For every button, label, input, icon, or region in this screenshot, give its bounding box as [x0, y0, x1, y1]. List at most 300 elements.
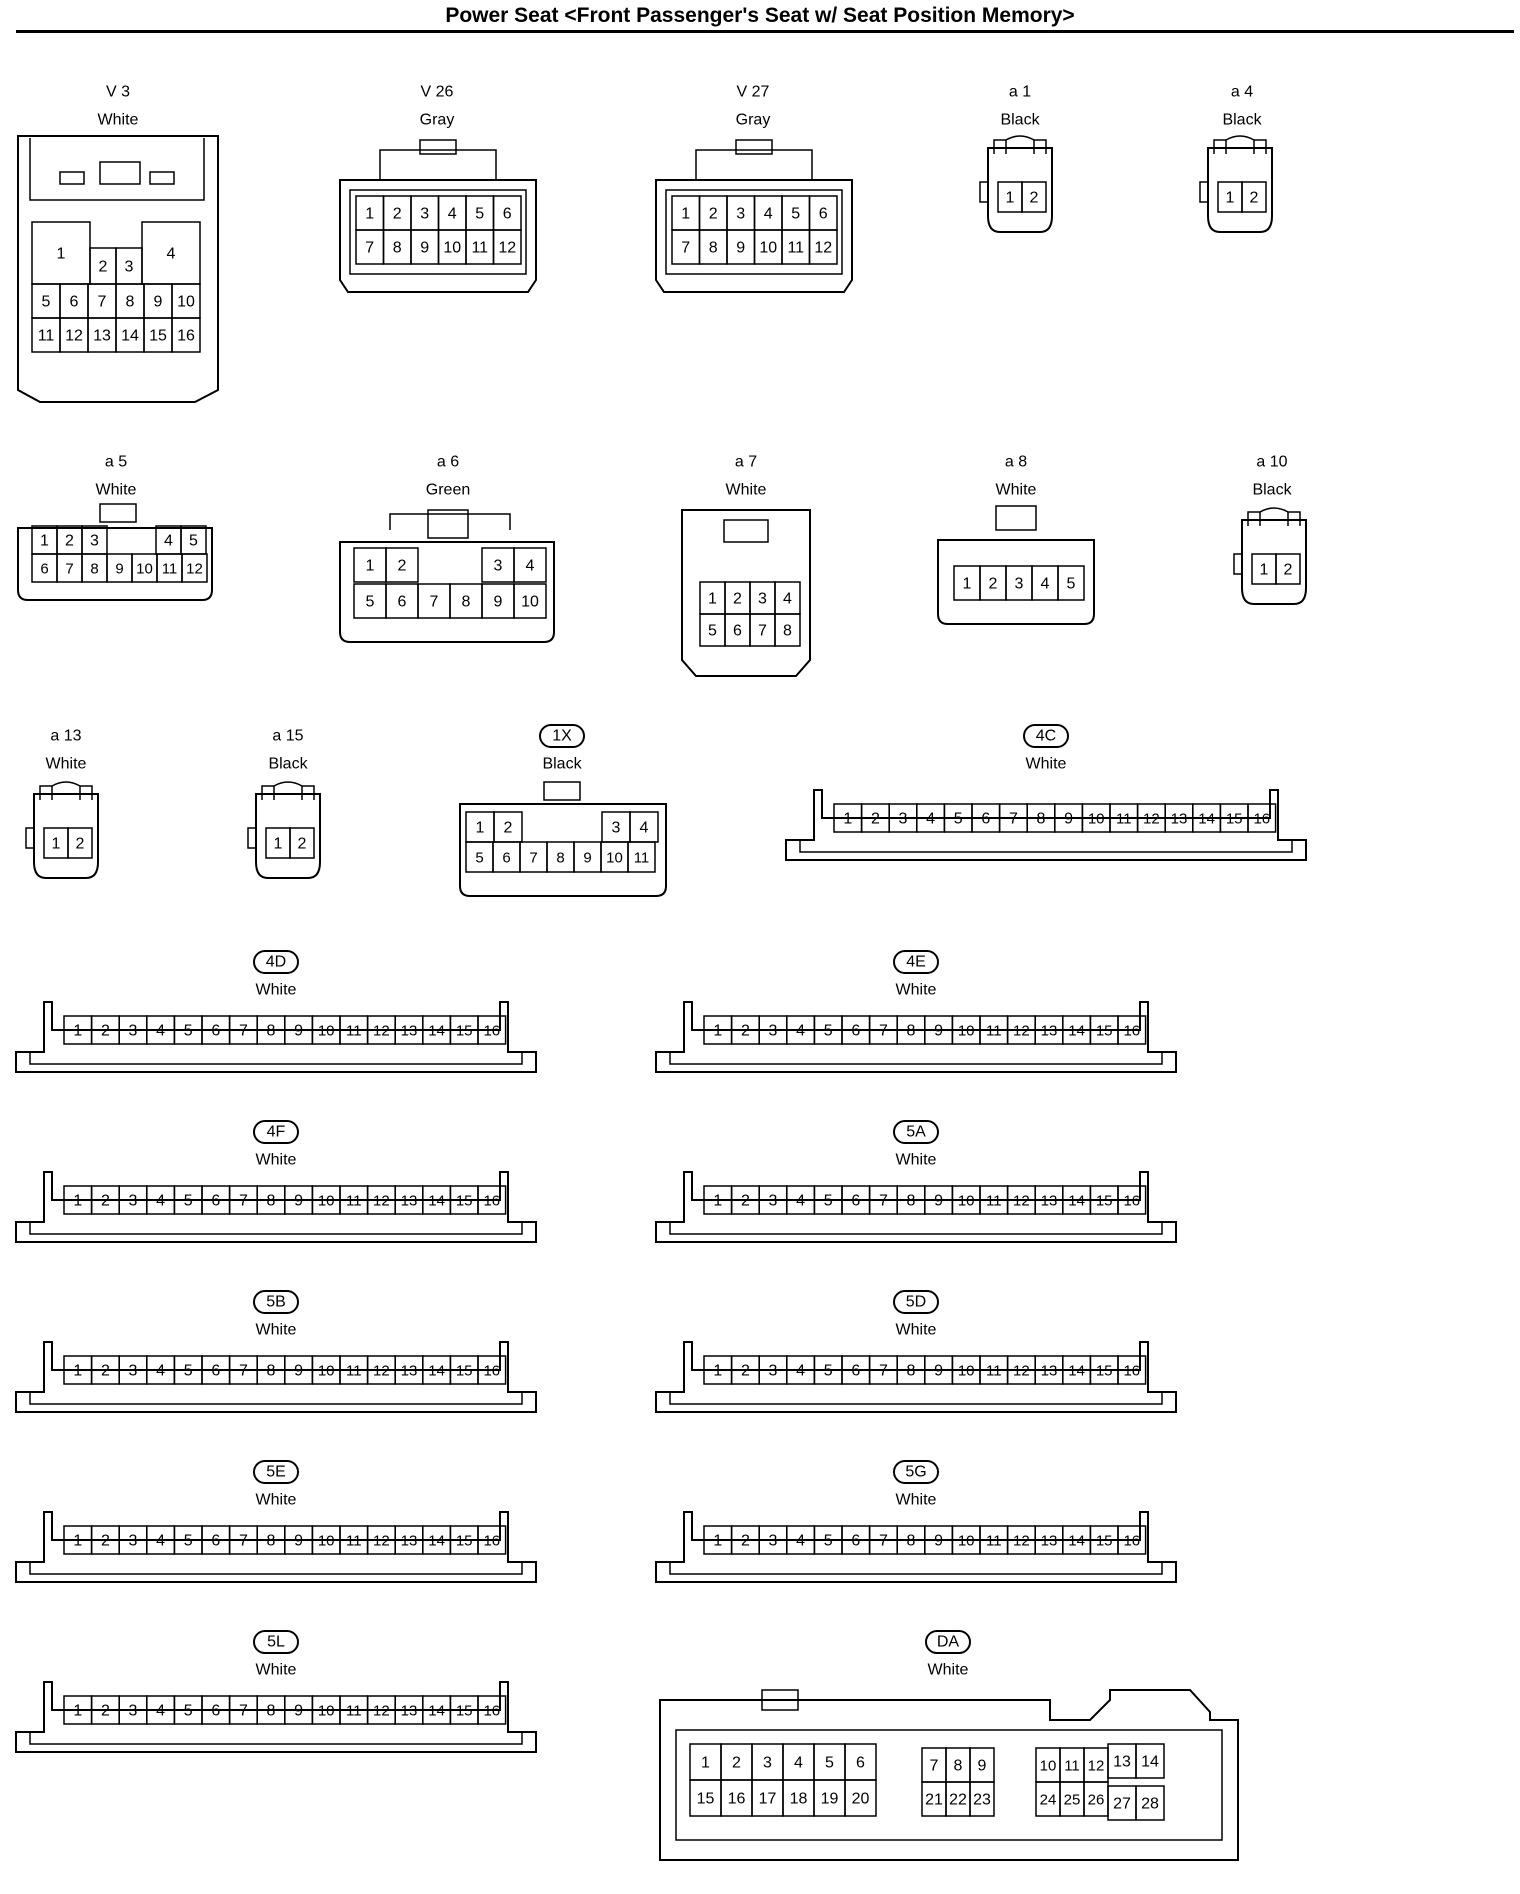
pin-cavity: [494, 230, 522, 264]
connector-a13: [26, 728, 98, 879]
housing-inner: [676, 1730, 1222, 1840]
pin-cavity: [60, 318, 88, 352]
pin-number: 2: [75, 835, 85, 853]
pin-cavity: [601, 842, 628, 872]
pin-cavity: [88, 284, 116, 318]
pin-number: 3: [763, 1754, 772, 1772]
pin-number: 10: [136, 560, 153, 578]
pin-number: 5: [823, 1022, 833, 1040]
pin-number: 5: [791, 205, 801, 223]
connector-color: White: [1025, 755, 1067, 773]
pin-number: 13: [1040, 1532, 1058, 1550]
connector-color: White: [895, 1321, 937, 1339]
connector-a5: [18, 454, 212, 601]
pin-number: 12: [1013, 1532, 1030, 1550]
housing-key: [980, 182, 988, 202]
pin-number: 1: [1005, 189, 1015, 207]
connector-code: a 7: [734, 453, 758, 471]
pin-number: 12: [65, 327, 83, 345]
pin-cavity: [998, 182, 1022, 212]
pin-cavity: [32, 526, 57, 554]
pin-cavity: [266, 828, 290, 858]
pin-cavity: [116, 284, 144, 318]
connector-color: White: [255, 1151, 297, 1169]
connector-code: V 3: [105, 83, 131, 101]
pin-number: 26: [1087, 1791, 1105, 1809]
pin-cavity: [386, 548, 418, 582]
pin-cavity: [356, 230, 384, 264]
connector-code: a 4: [1230, 83, 1254, 101]
pin-cavity: [1136, 1744, 1164, 1778]
pin-number: 18: [789, 1790, 808, 1808]
pin-number: 12: [1143, 810, 1160, 828]
pin-cavity: [142, 222, 200, 284]
pin-cavity: [970, 1748, 994, 1782]
pin-number: 6: [211, 1532, 221, 1550]
housing-top: [52, 782, 80, 786]
pin-number: 7: [238, 1532, 248, 1550]
pin-number: 1: [73, 1362, 83, 1380]
pin-number: 11: [346, 1702, 362, 1720]
pin-number: 7: [878, 1022, 888, 1040]
connector-color: Black: [1252, 481, 1292, 499]
pin-cavity: [1058, 566, 1084, 600]
strip-lip: [30, 1222, 522, 1234]
pin-cavity: [57, 526, 82, 554]
connector-code: a 13: [50, 727, 82, 745]
pin-cavity: [411, 196, 439, 230]
pin-cavity: [721, 1744, 752, 1780]
pin-number: 12: [373, 1022, 390, 1040]
pin-number: 3: [758, 590, 767, 608]
pin-cavity: [90, 248, 116, 284]
connector-code: 4F: [266, 1123, 286, 1141]
pin-number: 19: [820, 1790, 839, 1808]
connector-color: White: [255, 1321, 297, 1339]
pin-cavity: [700, 582, 725, 614]
pin-cavity: [700, 196, 728, 230]
pin-number: 1: [475, 819, 485, 837]
pin-number: 6: [40, 560, 49, 578]
pin-number: 5: [183, 1532, 193, 1550]
pin-number: 5: [183, 1022, 193, 1040]
pin-number: 8: [783, 622, 792, 640]
housing-body: [18, 136, 218, 402]
pin-cavity: [386, 584, 418, 618]
pin-number: 1: [701, 1754, 710, 1772]
pin-cavity: [482, 548, 514, 582]
pin-number: 10: [957, 1532, 975, 1550]
pin-number: 9: [736, 239, 746, 257]
pin-number: 13: [93, 327, 111, 345]
pin-number: 6: [211, 1362, 221, 1380]
pin-cavity: [727, 230, 755, 264]
pin-number: 10: [317, 1022, 335, 1040]
pin-number: 10: [1087, 810, 1105, 828]
pin-cavity: [32, 318, 60, 352]
pin-number: 13: [1040, 1022, 1058, 1040]
connector-v27: [656, 84, 852, 293]
pin-number: 6: [733, 622, 742, 640]
pin-number: 11: [346, 1192, 362, 1210]
pin-cavity: [922, 1782, 946, 1816]
pin-cavity: [700, 614, 725, 646]
pin-number: 11: [346, 1532, 362, 1550]
pin-number: 14: [428, 1192, 445, 1210]
connector-code: 5G: [905, 1463, 927, 1481]
connector-color: White: [895, 1491, 937, 1509]
pin-number: 8: [266, 1362, 276, 1380]
pin-number: 5: [1066, 575, 1076, 593]
pin-number: 16: [1123, 1532, 1141, 1550]
pin-cavity: [574, 842, 601, 872]
pin-number: 11: [986, 1532, 1002, 1550]
pin-cavity: [970, 1782, 994, 1816]
pin-number: 5: [825, 1754, 834, 1772]
pin-cavity: [750, 614, 775, 646]
pin-cavity: [356, 196, 384, 230]
connector-color: White: [995, 481, 1037, 499]
pin-number: 15: [1225, 810, 1243, 828]
connector-color: Black: [268, 755, 308, 773]
pin-number: 12: [1013, 1022, 1030, 1040]
connector-5d: [656, 1291, 1176, 1412]
pin-number: 7: [878, 1362, 888, 1380]
pin-number: 5: [823, 1192, 833, 1210]
pin-number: 8: [906, 1192, 916, 1210]
pin-number: 6: [502, 205, 512, 223]
housing-key: [1234, 554, 1242, 574]
pin-cavity: [144, 284, 172, 318]
pin-number: 1: [365, 557, 375, 575]
pin-number: 12: [373, 1702, 390, 1720]
connector-v26: [340, 84, 536, 293]
pin-cavity: [845, 1780, 876, 1816]
pin-number: 1: [73, 1022, 83, 1040]
pin-number: 10: [177, 293, 195, 311]
connector-code: 4E: [906, 953, 926, 971]
pin-number: 8: [392, 239, 402, 257]
pin-cavity: [466, 812, 494, 842]
pin-number: 9: [294, 1532, 304, 1550]
pin-number: 6: [856, 1754, 865, 1772]
pin-number: 11: [986, 1362, 1002, 1380]
pin-number: 13: [1170, 810, 1188, 828]
pin-cavity: [482, 584, 514, 618]
pin-number: 15: [1095, 1362, 1113, 1380]
pin-number: 11: [633, 849, 650, 867]
pin-cavity: [466, 842, 493, 872]
pin-number: 16: [1253, 810, 1271, 828]
housing-top: [390, 514, 510, 530]
pin-number: 5: [475, 205, 485, 223]
pin-cavity: [439, 230, 467, 264]
pin-number: 2: [503, 819, 513, 837]
pin-number: 14: [1068, 1022, 1085, 1040]
pin-cavity: [775, 582, 800, 614]
pin-number: 7: [878, 1192, 888, 1210]
pin-number: 12: [186, 560, 203, 578]
pin-number: 4: [156, 1192, 166, 1210]
connector-a10: [1234, 454, 1306, 605]
pin-number: 2: [392, 205, 402, 223]
pin-cavity: [946, 1748, 970, 1782]
pin-number: 2: [100, 1532, 110, 1550]
connector-code: V 27: [736, 83, 770, 101]
pin-number: 2: [65, 532, 74, 550]
pin-number: 3: [128, 1022, 138, 1040]
pin-number: 10: [957, 1192, 975, 1210]
connector-5a: [656, 1121, 1176, 1242]
pin-number: 3: [611, 819, 621, 837]
pin-number: 2: [708, 205, 718, 223]
pin-number: 1: [843, 810, 853, 828]
connector-da: [660, 1631, 1238, 1860]
pin-cavity: [755, 196, 783, 230]
connector-code: V 26: [420, 83, 454, 101]
pin-cavity: [547, 842, 574, 872]
connector-1x: [460, 725, 666, 896]
housing-latch: [60, 172, 84, 184]
pin-number: 9: [420, 239, 430, 257]
pin-number: 12: [1087, 1757, 1105, 1775]
pin-cavity: [1084, 1782, 1108, 1816]
pin-number: 4: [796, 1022, 806, 1040]
pin-cavity: [116, 318, 144, 352]
connector-color: White: [255, 1491, 297, 1509]
pin-number: 6: [397, 593, 407, 611]
connector-a6: [340, 454, 554, 643]
pin-number: 10: [759, 239, 778, 257]
pin-number: 15: [149, 327, 167, 345]
pin-cavity: [514, 548, 546, 582]
housing-top: [1226, 136, 1254, 140]
pin-cavity: [418, 584, 450, 618]
pin-cavity: [181, 526, 206, 554]
pin-number: 2: [100, 1022, 110, 1040]
pin-number: 5: [189, 532, 198, 550]
connector-v3: [18, 84, 218, 403]
pin-number: 2: [297, 835, 307, 853]
housing-latch: [150, 172, 174, 184]
pin-cavity: [782, 230, 810, 264]
pin-number: 10: [606, 849, 623, 867]
pin-number: 14: [1068, 1362, 1085, 1380]
connector-a4: [1200, 84, 1272, 233]
connector-code: 1X: [552, 727, 572, 745]
pin-number: 16: [483, 1362, 501, 1380]
connector-color: White: [95, 481, 137, 499]
pin-number: 27: [1113, 1795, 1131, 1813]
pin-number: 9: [583, 849, 592, 867]
pin-cavity: [946, 1782, 970, 1816]
pin-number: 6: [69, 293, 79, 311]
pin-cavity: [1032, 566, 1058, 600]
pin-number: 12: [1013, 1192, 1030, 1210]
strip-lip: [30, 1392, 522, 1404]
pin-cavity: [1242, 182, 1266, 212]
pin-number: 3: [768, 1192, 778, 1210]
pin-number: 13: [1040, 1362, 1058, 1380]
pin-number: 4: [156, 1702, 166, 1720]
pin-number: 2: [397, 557, 407, 575]
pin-cavity: [32, 284, 60, 318]
pin-number: 4: [796, 1192, 806, 1210]
pin-cavity: [32, 554, 57, 582]
pin-cavity: [514, 584, 546, 618]
pin-number: 12: [373, 1192, 390, 1210]
pin-number: 16: [1123, 1022, 1141, 1040]
pin-number: 14: [1141, 1753, 1159, 1771]
pin-number: 4: [926, 810, 936, 828]
pin-number: 17: [758, 1790, 777, 1808]
pin-number: 3: [768, 1532, 778, 1550]
pin-number: 8: [266, 1022, 276, 1040]
pin-cavity: [810, 230, 838, 264]
strip-lip: [670, 1392, 1162, 1404]
connector-5l: [16, 1631, 536, 1752]
pin-number: 8: [1036, 810, 1046, 828]
pin-cavity: [466, 230, 494, 264]
connector-color: Gray: [419, 111, 455, 129]
pin-number: 11: [161, 560, 178, 578]
connector-color: White: [45, 755, 87, 773]
pin-cavity: [172, 318, 200, 352]
strip-lip: [670, 1052, 1162, 1064]
connector-color: Gray: [735, 111, 771, 129]
pin-cavity: [690, 1780, 721, 1816]
pin-number: 21: [925, 1791, 943, 1809]
pin-number: 3: [128, 1532, 138, 1550]
pin-number: 5: [183, 1362, 193, 1380]
pin-number: 6: [851, 1532, 861, 1550]
pin-number: 10: [443, 239, 462, 257]
pin-cavity: [752, 1744, 783, 1780]
pin-number: 9: [934, 1362, 944, 1380]
pin-number: 6: [851, 1362, 861, 1380]
pin-number: 14: [428, 1022, 445, 1040]
pin-number: 7: [97, 293, 107, 311]
pin-number: 7: [238, 1022, 248, 1040]
connector-color: White: [255, 981, 297, 999]
pin-number: 16: [177, 327, 195, 345]
pin-number: 25: [1063, 1791, 1081, 1809]
pin-number: 1: [1259, 561, 1269, 579]
pin-number: 9: [977, 1757, 987, 1775]
connector-4f: [16, 1121, 536, 1242]
pin-number: 1: [56, 245, 66, 263]
pin-number: 5: [475, 849, 484, 867]
housing-latch: [100, 162, 140, 184]
pin-number: 14: [121, 327, 139, 345]
pin-number: 7: [365, 239, 375, 257]
pin-number: 14: [1068, 1532, 1085, 1550]
pin-number: 2: [98, 258, 108, 276]
pin-cavity: [602, 812, 630, 842]
pin-number: 4: [796, 1362, 806, 1380]
pin-cavity: [845, 1744, 876, 1780]
pin-number: 14: [428, 1362, 445, 1380]
pin-number: 9: [294, 1362, 304, 1380]
pin-number: 10: [957, 1362, 975, 1380]
pin-number: 7: [929, 1757, 939, 1775]
pin-number: 16: [483, 1702, 501, 1720]
connector-code: a 1: [1008, 83, 1032, 101]
pin-cavity: [1276, 554, 1300, 584]
pin-number: 28: [1141, 1795, 1159, 1813]
housing-latch: [736, 140, 772, 154]
pin-number: 1: [73, 1532, 83, 1550]
pin-number: 12: [373, 1362, 390, 1380]
pin-number: 1: [40, 532, 49, 550]
pin-cavity: [750, 582, 775, 614]
pin-cavity: [672, 230, 700, 264]
pin-number: 13: [1040, 1192, 1058, 1210]
pin-number: 3: [768, 1022, 778, 1040]
pin-number: 10: [317, 1702, 335, 1720]
pin-number: 1: [708, 590, 717, 608]
pin-cavity: [172, 284, 200, 318]
pin-number: 4: [447, 205, 457, 223]
connector-4e: [656, 951, 1176, 1072]
connector-code: a 10: [1256, 453, 1288, 471]
housing-body: [660, 1690, 1238, 1860]
pin-number: 22: [949, 1791, 967, 1809]
pin-number: 9: [934, 1022, 944, 1040]
pin-number: 16: [483, 1532, 501, 1550]
pin-number: 7: [878, 1532, 888, 1550]
pin-number: 7: [1008, 810, 1018, 828]
pin-number: 6: [851, 1192, 861, 1210]
pin-number: 15: [455, 1192, 473, 1210]
pin-number: 5: [41, 293, 51, 311]
connector-a7: [682, 454, 810, 677]
connector-color: White: [895, 1151, 937, 1169]
pin-number: 4: [525, 557, 535, 575]
connector-color: White: [97, 111, 139, 129]
pin-number: 11: [1116, 810, 1132, 828]
pin-number: 5: [708, 622, 717, 640]
pin-number: 6: [211, 1702, 221, 1720]
pin-number: 2: [100, 1362, 110, 1380]
pin-cavity: [57, 554, 82, 582]
pin-cavity: [628, 842, 655, 872]
connector-color: Black: [1000, 111, 1040, 129]
pin-cavity: [156, 526, 181, 554]
pin-number: 2: [740, 1022, 750, 1040]
housing-latch: [724, 520, 768, 542]
pin-number: 10: [317, 1532, 335, 1550]
connector-5e: [16, 1461, 536, 1582]
pin-number: 6: [851, 1022, 861, 1040]
pin-cavity: [783, 1780, 814, 1816]
pin-number: 5: [823, 1362, 833, 1380]
connector-a1: [980, 84, 1052, 233]
pin-number: 2: [870, 810, 880, 828]
pin-cavity: [1060, 1748, 1084, 1782]
pin-cavity: [290, 828, 314, 858]
pin-number: 10: [1039, 1757, 1057, 1775]
pin-cavity: [354, 584, 386, 618]
pin-number: 9: [294, 1022, 304, 1040]
strip-lip: [670, 1562, 1162, 1574]
pin-cavity: [520, 842, 547, 872]
pin-number: 14: [428, 1702, 445, 1720]
pin-cavity: [725, 614, 750, 646]
pin-number: 2: [100, 1192, 110, 1210]
pin-number: 2: [988, 575, 998, 593]
pin-number: 3: [90, 532, 99, 550]
